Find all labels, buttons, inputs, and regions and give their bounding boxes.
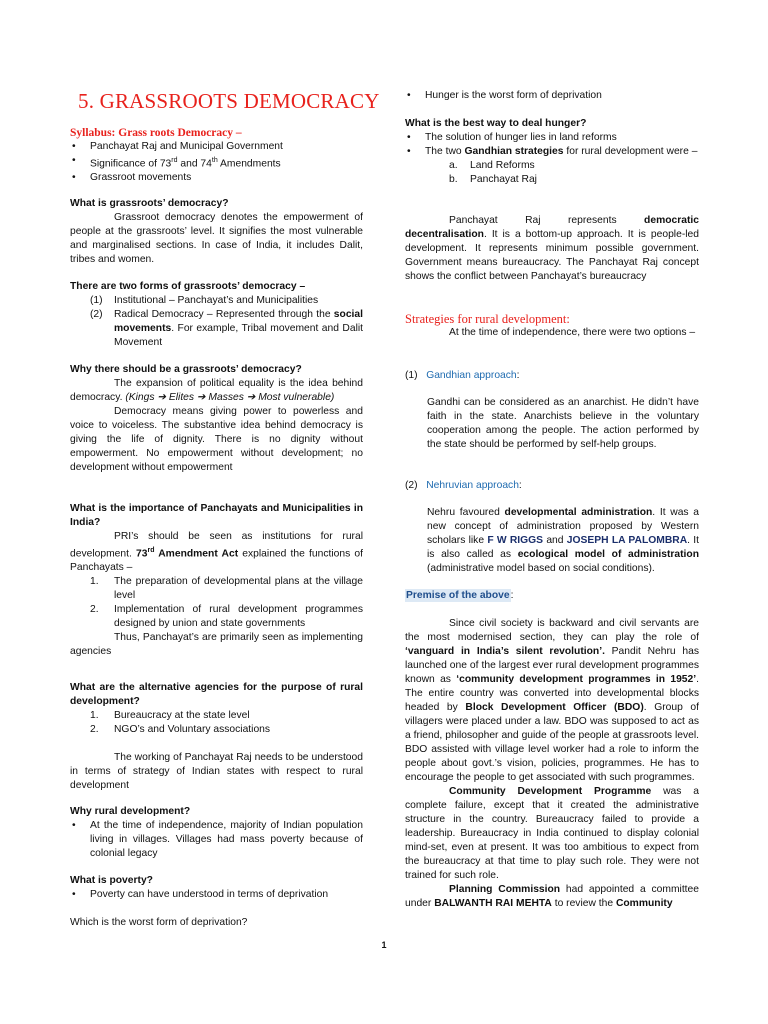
q7-section [70,874,363,902]
q3-section [70,363,363,475]
paragraph: Democracy means giving power to powerless and voice to voiceless. The substantive idea behind democracy is giving the life of dignity. There is no dignity without empowerment. No empowerment without development; no development without empowerment [70,406,363,473]
section-heading: What is the importance of Panchayats and Municipalities in India? [70,503,363,528]
list-item: (1) Institutional – Panchayat’s and Municipalities [90,295,319,306]
q8-answer [405,89,699,103]
section-heading: What is poverty? [70,875,153,886]
section-heading: (2) Nehruvian approach: [405,480,522,491]
poverty-list [70,888,363,902]
nehruvian-section [405,479,699,576]
section-heading: Why rural development? [70,806,191,817]
list-item: • Significance of 73rd and 74th Amendments [70,154,363,171]
section-heading: Why there should be a grassroots’ democracy? [70,364,302,375]
paragraph: Grassroot democracy denotes the empowerment of people at the grassroots’ level. It signifies the most vulnerable and marginalised sections. In case of India, it includes Dalit, tribes and women. [70,212,363,265]
list-item: • Hunger is the worst form of deprivation [405,89,699,103]
reasons-list [70,819,363,861]
paragraph: At the time of independence, there were two options – [449,327,696,338]
list-item: • The solution of hunger lies in land reforms [405,131,699,145]
list-item: • At the time of independence, majority of Indian population living in villages. Villages had mass poverty because of colonial legacy [70,819,363,861]
section-heading: (1) Gandhian approach: [405,370,520,381]
list-item: • Panchayat Raj and Municipal Government [70,140,363,154]
q1-section [70,197,363,267]
section-heading: What are the alternative agencies for the purpose of rural development? [70,682,363,707]
syllabus-list [70,140,363,185]
list-item: a. Land Reforms [449,160,535,171]
list-item: 2. NGO’s and Voluntary associations [90,724,271,735]
list-item: (2) Radical Democracy – Represented through the social movements. For example, Tribal movement and Dalit Movement [90,309,363,348]
section-heading: Premise of the above: [406,590,514,601]
q5-section [70,681,363,793]
q8-heading: Which is the worst form of deprivation? [70,917,248,928]
paragraph: Community Development Programme was a complete failure, except that it created the administrative structure in the country. Bureaucracy failed to provide a leadership. Bureaucracy in India continued to display colonial mind-set, even at present. It was too ambitious to expect from the bureaucracy at that time to play such role. They were not trained for such role. [405,786,699,881]
paragraph: The expansion of political equality is the idea behind democracy. (Kings ➔ Elites ➔ Masses ➔ Most vulnerable) [70,378,363,403]
page-title: 5. GRASSROOTS DEMOCRACY [78,89,380,113]
paragraph: PRI’s should be seen as institutions for rural development. 73rd Amendment Act explained the functions of Panchayats – [70,531,363,574]
paragraph: Since civil society is backward and civil servants are the most modernised section, they can play the role of ‘vanguard in India’s silent revolution’. Pandit Nehru has launched one of the largest ever rural development programmes known as ‘community development programmes in 1952’. The entire country was converted into developmental blocks headed by Block Development Officer (BDO). Group of villagers were placed under a law. BDO was supposed to act as a friend, philosopher and guide of the people at grassroots level. BDO assisted with village level worker had a role to inform the people about govt.’s vision, policies, programmes. He has to encourage the people to get associated with such programmes. [405,618,699,783]
premise-section [405,589,699,911]
list-item: b. Panchayat Raj [449,174,537,185]
list-item: • Grassroot movements [70,171,363,185]
forms-list [70,294,363,350]
paragraph: Gandhi can be considered as an anarchist. He didn’t have faith in the state. Anarchists believe in the voluntary cooperation among the people. The action performed by the state should be performed by self-help groups. [427,397,699,450]
paragraph: The working of Panchayat Raj needs to be understood in terms of strategy of Indian states with respect to rural development [70,752,363,791]
q2-section [70,280,363,350]
gandhian-strategies-list [405,159,699,187]
agencies-list [70,709,363,737]
list-item: 1. Bureaucracy at the state level [90,710,250,721]
list-item: 2. Implementation of rural development programmes designed by union and state governments [90,604,363,630]
paragraph: Thus, Panchayat’s are primarily seen as implementing agencies [70,632,363,658]
q4-section [70,502,363,659]
panchayat-raj-paragraph: Panchayat Raj represents democratic decentralisation. It is a bottom-up approach. It is people-led development. It represents minimum possible government. Government means bureaucracy. The Panchayat Raj concept shows the conflict between Panchayat’s bureaucracy [405,215,699,282]
syllabus-heading: Syllabus: Grass roots Democracy – [70,127,242,139]
gandhian-section [405,369,699,452]
section-heading: What is grassroots’ democracy? [70,198,229,209]
q9-section [405,117,699,187]
paragraph: Nehru favoured developmental administration. It was a new concept of administration proposed by Western scholars like F W RIGGS and JOSEPH LA PALOMBRA. It is also called as ecological model of administration (administrative model based on social conditions). [427,507,700,574]
hunger-list [405,131,699,159]
paragraph: Planning Commission had appointed a committee under BALWANTH RAI MEHTA to review the Community [405,884,699,909]
functions-list [70,575,363,631]
strategies-section [405,312,699,340]
deprivation-list [405,89,699,103]
syllabus-section [70,126,363,185]
section-heading: What is the best way to deal hunger? [405,118,587,129]
list-item: 1. The preparation of developmental plans at the village level [90,576,363,602]
list-item: • Poverty can have understood in terms of deprivation [70,888,363,902]
q6-section [70,805,363,861]
section-heading: There are two forms of grassroots’ democracy – [70,281,306,292]
section-heading: Strategies for rural development: [405,312,570,326]
page-number: 1 [381,940,387,950]
list-item: • The two Gandhian strategies for rural development were – [405,145,699,159]
